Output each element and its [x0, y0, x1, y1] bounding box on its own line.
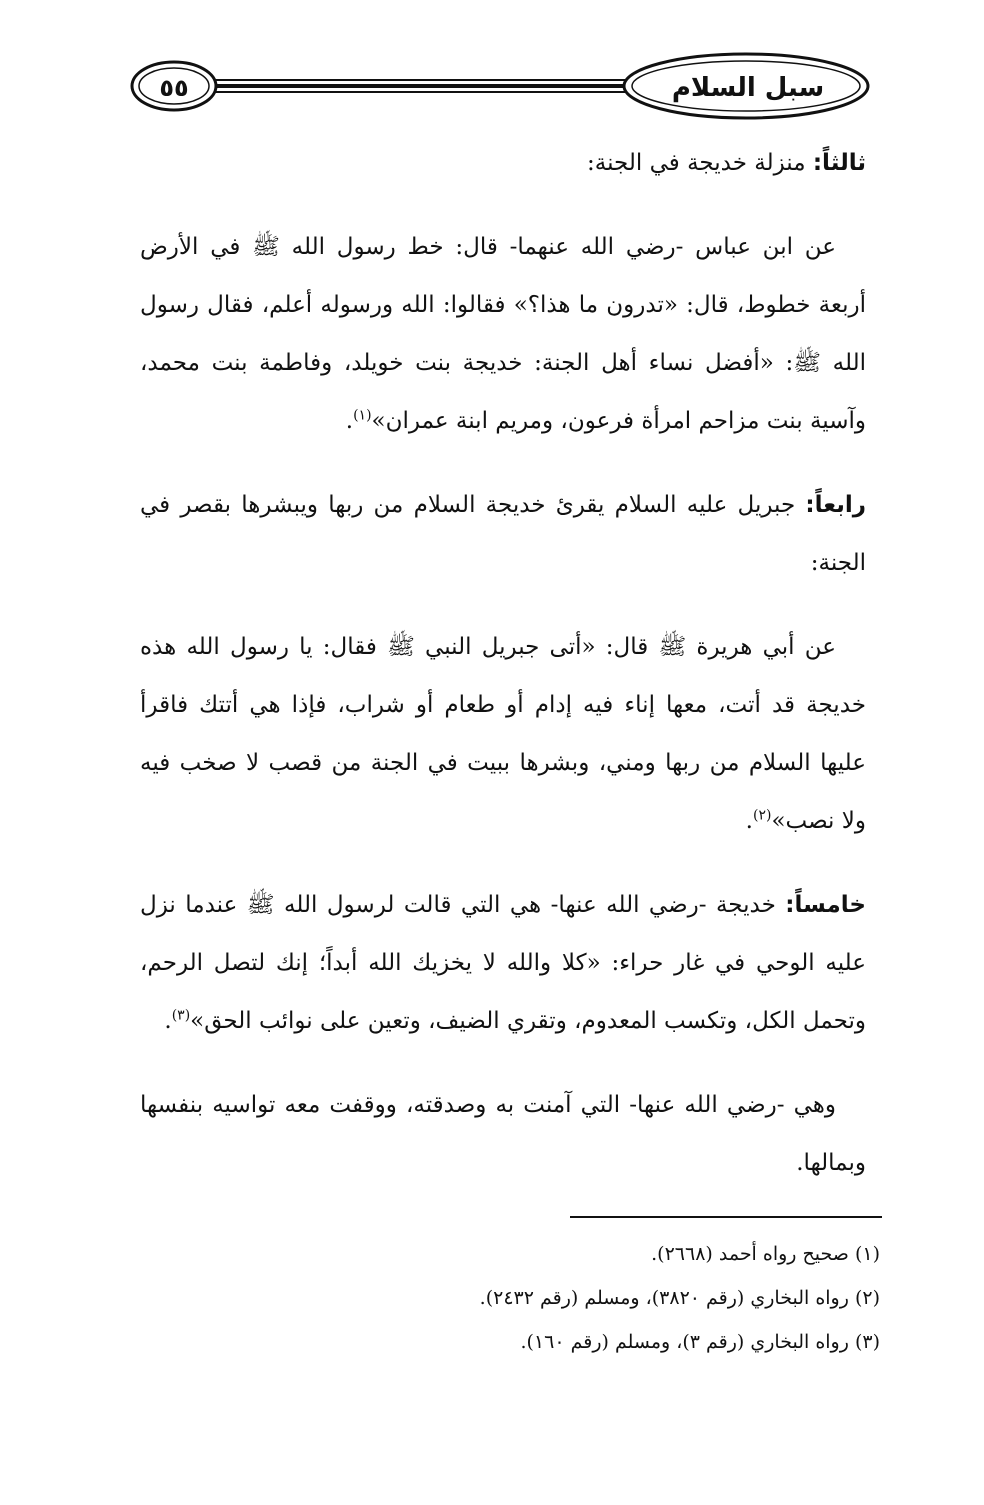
section-heading-third — [140, 134, 866, 192]
page-header — [0, 0, 984, 130]
paragraph-ibn-abbas — [140, 218, 866, 450]
footnotes — [140, 1232, 880, 1364]
footnote-ref-1: (١) — [353, 407, 372, 424]
paragraph-text: وهي -رضي الله عنها- التي آمنت به وصدقته، ووقفت معه تواسيه بنفسها وبمالها. — [140, 1092, 866, 1176]
paragraph-end: . — [745, 808, 753, 834]
footnote-3: (٣) رواه البخاري (رقم ٣)، ومسلم (رقم ١٦٠). — [520, 1331, 880, 1353]
page-body — [140, 134, 866, 1218]
heading-text: جبريل عليه السلام يقرئ خديجة السلام من ربها ويبشرها بقصر في الجنة: — [140, 492, 866, 576]
paragraph-text: عن أبي هريرة ﷺ قال: «أتى جبريل النبي ﷺ فقال: يا رسول الله هذه خديجة قد أتت، معها إناء فيه إدام أو طعام أو شراب، فإذا هي أتتك فاقرأ عليها السلام من ربها ومني، وبشرها ببيت في الجنة من قصب لا صخب فيه ولا نصب» — [140, 634, 866, 834]
footnote-1: (١) صحيح رواه أحمد (٢٦٦٨). — [651, 1243, 880, 1265]
footnote-2: (٢) رواه البخاري (رقم ٣٨٢٠)، ومسلم (رقم ٢٤٣٢). — [479, 1287, 880, 1309]
paragraph-end: . — [164, 1008, 172, 1034]
page-number: ٥٥ — [159, 74, 189, 102]
paragraph-text: عن ابن عباس -رضي الله عنهما- قال: خط رسول الله ﷺ في الأرض أربعة خطوط، قال: «تدرون ما هذا؟» فقالوا: الله ورسوله أعلم، فقال رسول الله ﷺ: «أفضل نساء أهل الجنة: خديجة بنت خويلد، وفاطمة بنت محمد، وآسية بنت مزاحم امرأة فرعون، ومريم ابنة عمران» — [140, 234, 866, 434]
footnote-divider — [570, 1216, 882, 1218]
paragraph-closing — [140, 1076, 866, 1192]
heading-label: ثالثاً: — [812, 150, 866, 176]
paragraph-end: . — [345, 408, 354, 434]
heading-text: منزلة خديجة في الجنة: — [587, 150, 813, 176]
footnote-ref-2: (٢) — [752, 807, 772, 824]
paragraph-abu-hurayra — [140, 618, 866, 850]
heading-text: خديجة -رضي الله عنها- هي التي قالت لرسول الله ﷺ عندما نزل عليه الوحي في غار حراء: «كلا والله لا يخزيك الله أبداً؛ إنك لتصل الرحم، وتحمل الكل، وتكسب المعدوم، وتقري الضيف، وتعين على نوائب الحق» — [140, 892, 866, 1034]
footnote-ref-3: (٣) — [171, 1007, 191, 1024]
section-heading-fifth — [140, 876, 866, 1050]
heading-label: خامساً: — [785, 892, 866, 918]
header-ornament — [0, 0, 984, 130]
heading-label: رابعاً: — [805, 492, 866, 518]
section-heading-fourth — [140, 476, 866, 592]
book-title: سبل السلام — [671, 73, 825, 103]
